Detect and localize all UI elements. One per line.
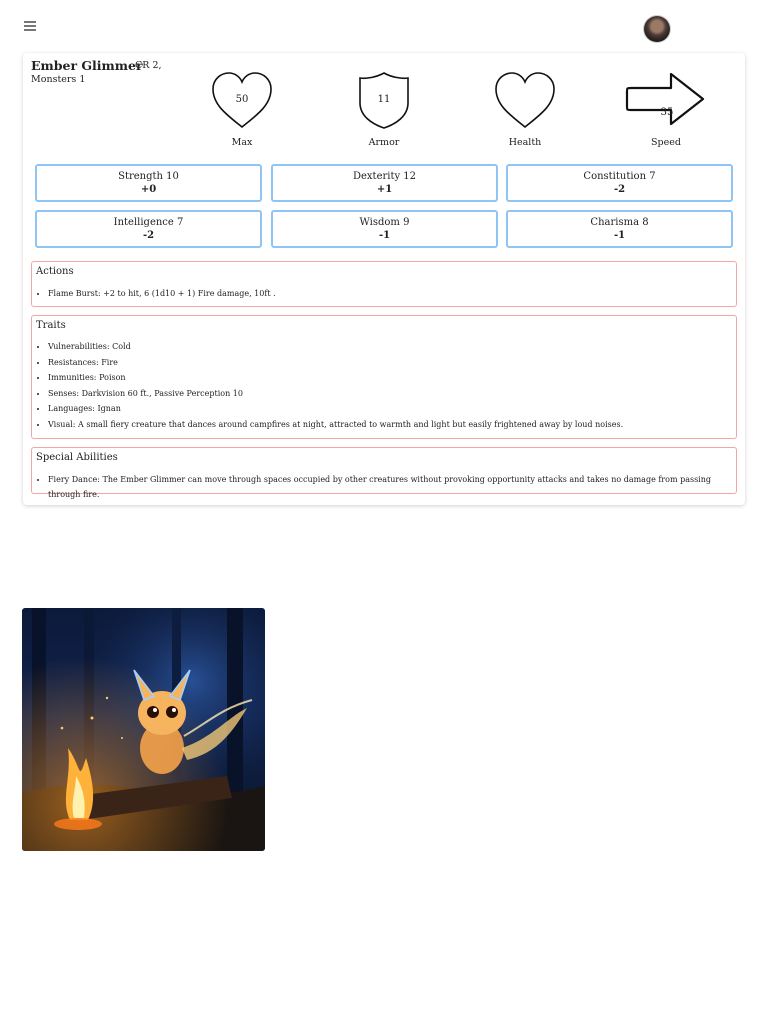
top-bar bbox=[0, 0, 768, 54]
stat-speed-value: 35 bbox=[660, 107, 674, 118]
item-text: Ignan bbox=[97, 404, 121, 413]
ability-modifier: -1 bbox=[613, 230, 626, 241]
stat-health-label: Health bbox=[508, 137, 542, 148]
ability-modifier: -2 bbox=[613, 184, 626, 195]
stat-armor-value: 11 bbox=[377, 94, 391, 105]
item-text: A small fiery creature that dances around campfires at night, attracted to warmth and light but easily frightened away by loud noises. bbox=[78, 419, 624, 429]
item-text: +2 to hit, 6 (1d10 + 1) Fire damage, 10ft . bbox=[103, 289, 276, 298]
list-item bbox=[48, 386, 623, 402]
ability-label: Strength 10 bbox=[118, 171, 179, 182]
portrait-illustration bbox=[22, 608, 265, 851]
item-name: Flame Burst: bbox=[48, 289, 101, 298]
item-name: Senses: bbox=[48, 388, 80, 398]
list-item bbox=[48, 286, 276, 302]
actions-list bbox=[48, 286, 276, 302]
monster-name: Ember Glimmer bbox=[31, 58, 143, 73]
section-title: Special Abilities bbox=[36, 452, 118, 463]
stat-max-value: 50 bbox=[235, 94, 249, 105]
item-text: The Ember Glimmer can move through spaces occupied by other creatures without provoking opportunity attacks and takes no damage from passing through fire. bbox=[48, 475, 712, 499]
ability-label: Intelligence 7 bbox=[113, 217, 184, 228]
traits-section bbox=[31, 315, 737, 439]
item-text: Fire bbox=[101, 357, 118, 367]
stat-max bbox=[197, 71, 287, 151]
ability-modifier: +0 bbox=[140, 184, 157, 195]
list-item bbox=[48, 401, 623, 417]
ability-charisma bbox=[506, 210, 733, 248]
item-text: Cold bbox=[112, 342, 131, 351]
ability-label: Dexterity 12 bbox=[352, 171, 417, 182]
item-name: Visual: bbox=[48, 419, 76, 429]
list-item bbox=[48, 355, 623, 371]
item-name: Languages: bbox=[48, 404, 95, 413]
stat-armor-label: Armor bbox=[368, 137, 400, 148]
traits-list bbox=[48, 339, 623, 432]
item-name: Fiery Dance: bbox=[48, 475, 100, 484]
monster-cr: CR 2, bbox=[135, 60, 162, 71]
menu-icon[interactable] bbox=[24, 21, 36, 31]
monster-portrait bbox=[22, 608, 265, 851]
ability-modifier: -1 bbox=[378, 230, 391, 241]
ability-constitution bbox=[506, 164, 733, 202]
item-name: Immunities: bbox=[48, 373, 97, 382]
ability-intelligence bbox=[35, 210, 262, 248]
item-name: Vulnerabilities: bbox=[48, 342, 110, 351]
ability-wisdom bbox=[271, 210, 498, 248]
special-abilities-section bbox=[31, 447, 737, 499]
avatar[interactable] bbox=[644, 16, 670, 42]
list-item bbox=[48, 339, 623, 355]
section-title: Actions bbox=[36, 266, 74, 277]
stat-health bbox=[480, 71, 570, 151]
item-text: Darkvision 60 ft., Passive Perception 10 bbox=[81, 388, 243, 398]
arrow-right-icon bbox=[621, 71, 711, 133]
list-item bbox=[48, 370, 623, 386]
stat-speed-label: Speed bbox=[651, 137, 681, 148]
ability-dexterity bbox=[271, 164, 498, 202]
item-text: Poison bbox=[99, 373, 126, 382]
actions-section bbox=[31, 261, 737, 307]
ability-label: Constitution 7 bbox=[583, 171, 656, 182]
stat-max-label: Max bbox=[231, 137, 253, 148]
list-item bbox=[48, 472, 736, 499]
ability-label: Charisma 8 bbox=[590, 217, 649, 228]
heart-icon bbox=[480, 71, 570, 133]
list-item bbox=[48, 417, 623, 433]
stat-speed bbox=[621, 71, 711, 151]
special-abilities-list bbox=[48, 472, 736, 499]
ability-strength bbox=[35, 164, 262, 202]
section-title: Traits bbox=[36, 320, 66, 331]
item-name: Resistances: bbox=[48, 357, 99, 367]
monster-category: Monsters 1 bbox=[31, 74, 86, 85]
ability-modifier: +1 bbox=[376, 184, 393, 195]
ability-modifier: -2 bbox=[142, 230, 155, 241]
ability-label: Wisdom 9 bbox=[359, 217, 410, 228]
stat-armor bbox=[339, 71, 429, 151]
monster-card bbox=[23, 53, 745, 505]
